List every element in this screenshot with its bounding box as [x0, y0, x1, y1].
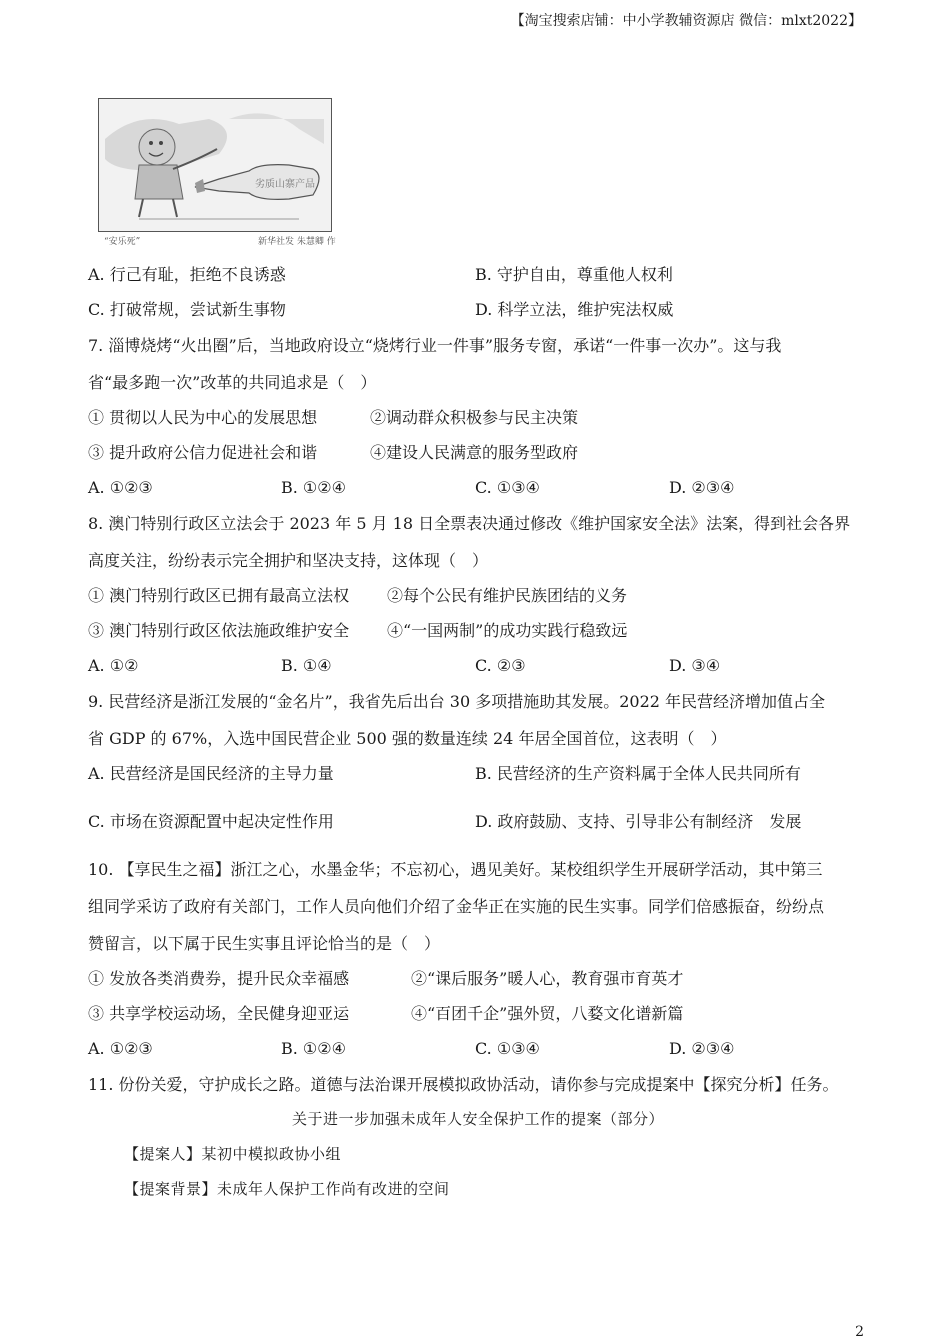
- proposal-title: 关于进一步加强未成年人安全保护工作的提案（部分）: [292, 1110, 665, 1128]
- page-header: 【淘宝搜索店铺：中小学教辅资源店 微信：mlxt2022】: [510, 13, 862, 29]
- q8-option-b: B. ①④: [281, 656, 332, 675]
- q7-statement-1: ① 贯彻以人民为中心的发展思想: [88, 408, 318, 427]
- q7-option-d: D. ②③④: [669, 478, 735, 497]
- q9-option-c: C. 市场在资源配置中起决定性作用: [88, 812, 334, 831]
- q8-option-d: D. ③④: [669, 656, 721, 675]
- proposal-proposer: 【提案人】某初中模拟政协小组: [124, 1145, 342, 1163]
- q8-statement-4: ④“一国两制”的成功实践行稳致远: [387, 621, 628, 640]
- q8-option-c: C. ②③: [475, 656, 526, 675]
- q9-option-a: A. 民营经济是国民经济的主导力量: [88, 764, 334, 783]
- q10-stem-line2: 组同学采访了政府有关部门，工作人员向他们介绍了金华正在实施的民生实事。同学们倍感振奋，纷纷点: [88, 897, 825, 916]
- q7-option-c: C. ①③④: [475, 478, 540, 497]
- q7-statement-3: ③ 提升政府公信力促进社会和谐: [88, 443, 318, 462]
- q8-stem-line2: 高度关注，纷纷表示完全拥护和坚决支持，这体现（ ）: [88, 551, 489, 570]
- q10-statement-3: ③ 共享学校运动场，全民健身迎亚运: [88, 1004, 350, 1023]
- q10-option-b: B. ①②④: [281, 1039, 346, 1058]
- q7-statement-2: ②调动群众积极参与民主决策: [370, 408, 579, 427]
- q9-option-b: B. 民营经济的生产资料属于全体人民共同所有: [475, 764, 801, 783]
- cartoon-drawing: [99, 99, 331, 231]
- q6-option-d: D. 科学立法，维护宪法权威: [475, 300, 674, 319]
- q9-option-d: D. 政府鼓励、支持、引导非公有制经济 发展: [475, 812, 802, 831]
- q8-statement-1: ① 澳门特别行政区已拥有最高立法权: [88, 586, 350, 605]
- proposal-background: 【提案背景】未成年人保护工作尚有改进的空间: [124, 1180, 450, 1198]
- q8-statement-2: ②每个公民有维护民族团结的义务: [387, 586, 628, 605]
- q8-statement-3: ③ 澳门特别行政区依法施政维护安全: [88, 621, 350, 640]
- q6-option-b: B. 守护自由，尊重他人权利: [475, 265, 673, 284]
- q9-stem-line2: 省 GDP 的 67%，入选中国民营企业 500 强的数量连续 24 年居全国首位，这表明（ ）: [88, 729, 727, 748]
- q10-statement-2: ②“课后服务”暖人心，教育强市育英才: [411, 969, 684, 988]
- q7-stem-line1: 7. 淄博烧烤“火出圈”后，当地政府设立“烧烤行业一件事”服务专窗，承诺“一件事一次办”。这与我: [88, 336, 782, 355]
- q10-statement-1: ① 发放各类消费券，提升民众幸福感: [88, 969, 350, 988]
- q7-option-b: B. ①②④: [281, 478, 346, 497]
- cartoon-image: [98, 98, 332, 232]
- q9-stem-line1: 9. 民营经济是浙江发展的“金名片”，我省先后出台 30 多项措施助其发展。2022 年民营经济增加值占全: [88, 692, 826, 711]
- q6-option-c: C. 打破常规，尝试新生事物: [88, 300, 286, 319]
- q10-option-a: A. ①②③: [88, 1039, 153, 1058]
- q10-stem-line1: 10. 【享民生之福】浙江之心，水墨金华；不忘初心，遇见美好。某校组织学生开展研学活动，其中第三: [88, 860, 823, 879]
- cartoon-caption-title: “安乐死”: [104, 237, 141, 247]
- q7-stem-line2: 省“最多跑一次”改革的共同追求是（ ）: [88, 373, 377, 392]
- q10-statement-4: ④“百团千企”强外贸，八婺文化谱新篇: [411, 1004, 684, 1023]
- page-number: 2: [855, 1324, 864, 1340]
- q10-option-d: D. ②③④: [669, 1039, 735, 1058]
- q10-option-c: C. ①③④: [475, 1039, 540, 1058]
- q8-option-a: A. ①②: [88, 656, 139, 675]
- q7-statement-4: ④建设人民满意的服务型政府: [370, 443, 579, 462]
- q7-option-a: A. ①②③: [88, 478, 153, 497]
- q6-option-a: A. 行己有耻，拒绝不良诱惑: [88, 265, 286, 284]
- q8-stem-line1: 8. 澳门特别行政区立法会于 2023 年 5 月 18 日全票表决通过修改《维护国家安全法》法案，得到社会各界: [88, 514, 851, 533]
- q11-stem: 11. 份份关爱，守护成长之路。道德与法治课开展模拟政协活动，请你参与完成提案中【探究分析】任务。: [88, 1075, 839, 1094]
- q10-stem-line3: 赞留言，以下属于民生实事且评论恰当的是（ ）: [88, 934, 441, 953]
- cartoon-caption-credit: 新华社发 朱慧卿 作: [258, 237, 336, 247]
- bottle-label: 劣质山寨产品: [255, 179, 315, 190]
